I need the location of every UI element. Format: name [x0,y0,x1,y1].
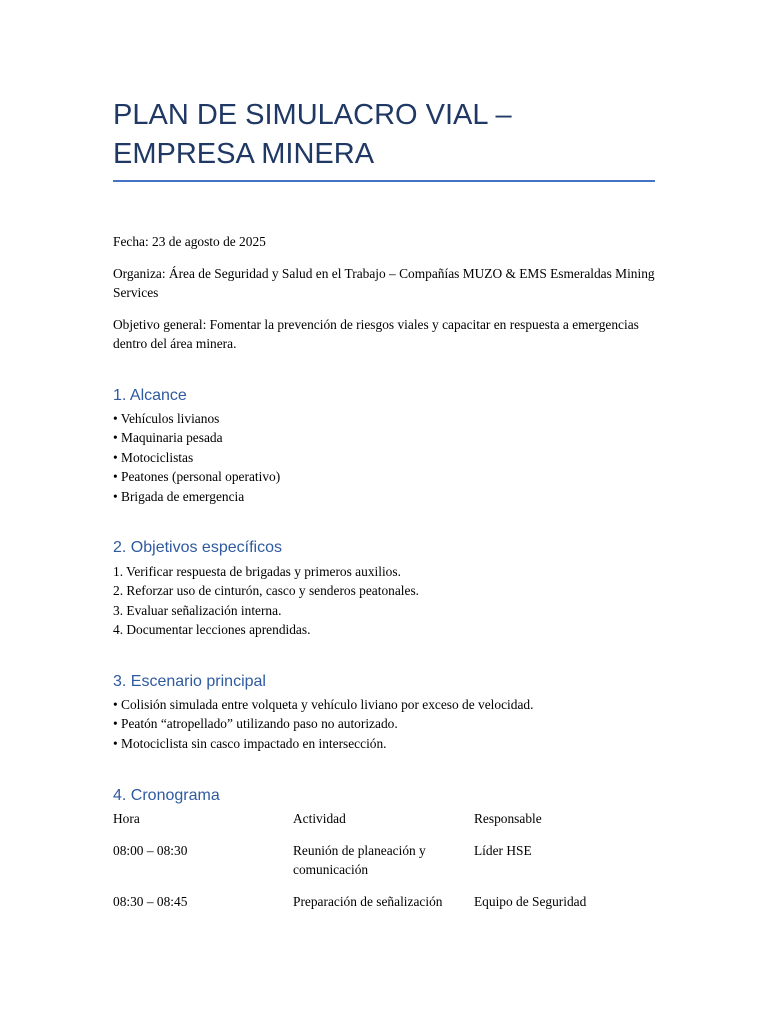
table-cell: Preparación de señalización [293,894,443,909]
organizer-line: Organiza: Área de Seguridad y Salud en el Trabajo – Compañías MUZO & EMS Esmeraldas Mining Services [113,266,655,301]
column-header-hora: Hora [113,811,140,826]
list-item: • Brigada de emergencia [113,488,245,504]
table-cell: Líder HSE [474,843,532,858]
column-header-responsable: Responsable [474,811,542,826]
document-title: PLAN DE SIMULACRO VIAL – EMPRESA MINERA [113,99,512,170]
section-heading-objetivos: 2. Objetivos específicos [113,539,282,556]
escenario-list [113,695,656,753]
list-item: • Vehículos livianos [113,411,220,426]
alcance-list [113,409,656,506]
list-item: • Colisión simulada entre volqueta y vehículo liviano por exceso de velocidad. [113,697,534,712]
table-cell: Reunión de planeación y comunicación [293,843,426,878]
list-item: 1. Verificar respuesta de brigadas y primeros auxilios. [113,564,401,579]
section-heading-cronograma: 4. Cronograma [113,787,220,804]
list-item: • Motociclista sin casco impactado en intersección. [113,735,387,751]
list-item: • Peatón “atropellado” utilizando paso no autorizado. [113,716,398,732]
objetivos-list [113,562,656,640]
list-item: 4. Documentar lecciones aprendidas. [113,622,311,638]
title-divider [113,180,655,182]
list-item: • Maquinaria pesada [113,430,223,446]
section-heading-escenario: 3. Escenario principal [113,673,266,690]
table-cell: 08:30 – 08:45 [113,894,188,909]
general-objective: Objetivo general: Fomentar la prevención de riesgos viales y capacitar en respuesta a emergencias dentro del área minera. [113,317,639,352]
list-item: • Motociclistas [113,449,194,465]
column-header-actividad: Actividad [293,811,346,826]
section-heading-alcance: 1. Alcance [113,387,187,404]
list-item: • Peatones (personal operativo) [113,469,281,485]
list-item: 2. Reforzar uso de cinturón, casco y senderos peatonales. [113,583,420,599]
table-cell: 08:00 – 08:30 [113,843,188,858]
date-line: Fecha: 23 de agosto de 2025 [113,234,266,249]
table-cell: Equipo de Seguridad [474,894,587,909]
list-item: 3. Evaluar señalización interna. [113,602,282,618]
